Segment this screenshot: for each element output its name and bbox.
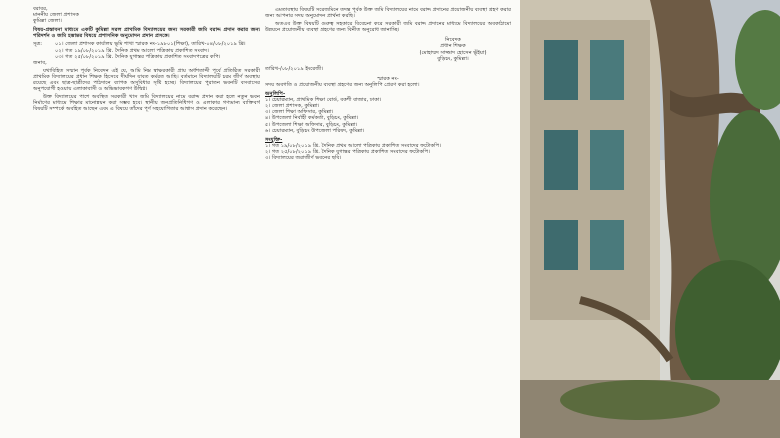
photo-illustration [520,0,780,438]
body-paragraph: যথাবিহিত সম্মান পূর্বক নিবেদন এই যে, আমি নিম্ন স্বাক্ষরকারী প্রায় অর্ধশতাব্দী পূর্বে প্রতিষ্ঠিত সরকারী প্রাথমিক বিদ্যালয়ের প্রধান শিক্ষক হিসেবে দীর্ঘদিন যাবত কর্মরত আছি। বর্তমানে বিদ্যালয়টি চরম জীর্ণ অবস্থায় রয়েছে এবং ছাত্র-ছাত্রীদের পাঠদানে ব্যাপক অসুবিধার সৃষ্টি হচ্ছে। বিদ্যালয়ের পুরাতন ভবনটি বসবাসের অনুপযোগী হওয়ায় এলাকাবাসী ও অভিভাবকগণ উদ্বিগ্ন। [33,67,260,93]
copy-item: ১। চেয়ারম্যান, প্রাথমিক শিক্ষা বোর্ড, বকশী বাজার, ঢাকা। [265,97,382,104]
signature-line: বুড়িচং, কুমিল্লা। [437,55,469,62]
signature-line: নিবেদক [445,37,461,44]
date-label [265,66,323,72]
copy-item: ২। জেলা প্রশাসক, কুমিল্লা। [265,103,320,110]
reference-label: সূত্র: [33,41,42,48]
attachments-list [265,143,511,161]
copies-list [265,97,511,134]
attachments-title: সংযুক্তি- [265,136,283,143]
reference-list [55,41,260,59]
subject-line: বিষয়-প্রস্তাবনা মাধ্যমে একটি কুমিল্লা সরল প্রাথমিক বিদ্যালয়ের জন্য সরকারী জমি বরাদ্দ প্রদান করার জন্য পরিদর্শন ও জমি হস্তান্তর বিষয়ে প্রশাসনিক অনুমোদন প্রদান প্রসঙ্গে। [33,27,260,40]
attachment-item: ১। গত ১৯/০৮/২০১৯ খ্রি. দৈনিক প্রথম আলো পত্রিকায় প্রকাশিত সংবাদের ফটোকপি। [265,142,441,149]
document-left-column [33,6,260,436]
memo-intro: সদয় অবগতি ও প্রয়োজনীয় ব্যবস্থা গ্রহণের জন্য অনুলিপি প্রেরণ করা হলো। [265,81,420,88]
reference-item: ০২। গত ১৯/০৮/২০১৯ খ্রি. দৈনিক প্রথম আলো পত্রিকায় প্রকাশিত সংবাদ। [55,47,209,54]
body-paragraph: এমতাবস্থায় বিষয়টি সরেজমিনে তদন্ত পূর্বক উক্ত জমি বিদ্যালয়ের নামে বরাদ্দ প্রদানের প্রয়োজনীয় ব্যবস্থা গ্রহণ করার জন্য আপনার সদয় অনুমোদন প্রার্থনা করছি। [265,7,511,20]
reference-item: ০৩। গত ২৫/০৮/২০১৯ খ্রি. দৈনিক যুগান্তর পত্রিকায় প্রকাশিত সংবাদপত্রের কপি। [55,53,221,60]
body-paragraph: অতএব উক্ত বিষয়টি গুরুত্ব সহকারে বিবেচনা করে সরকারী জমি বরাদ্দ প্রদানের মাধ্যমে বিদ্যালয়ের অবকাঠামো উন্নয়নে প্রয়োজনীয় ব্যবস্থা গ্রহণের জন্য বিনীত অনুরোধ জানাচ্ছি। [265,21,511,34]
recipient-block [33,6,260,24]
recipient-line: বরাবর, [33,6,48,12]
copy-item: ৫। উপজেলা শিক্ষা অফিসার, বুড়িচং, কুমিল্লা। [265,121,358,128]
memo-title: স্মারক নং- [377,75,399,82]
reference-item: ০১। জেলা প্রশাসক কার্যালয় ভূমি শাখা স্মারক নং-১৯৮০১(শিক্ষা), তারিখ-০৪/০৮/২০১৯ খ্রি। [55,41,246,48]
signature-line: (মোহাম্মদ সাজ্জাদ হোসেন ভূঁইয়া) [419,49,487,56]
building-photo [520,0,780,438]
date-label-text: তারিখ- [265,65,281,72]
salutation: জনাব, [33,59,47,66]
recipient-line: কুমিল্লা জেলা। [33,18,62,25]
attachment-item: ৩। বিদ্যালয়ের জরাজীর্ণ ভবনের ছবি। [265,154,342,161]
attachment-item: ২। গত ২৫/০৮/২০১৯ খ্রি. দৈনিক যুগান্তর পত্রিকায় প্রকাশিত সংবাদের ফটোকপি। [265,148,431,155]
copy-item: ৩। জেলা শিক্ষা অফিসার, কুমিল্লা। [265,109,334,116]
date-value: /০৮/২০১৯ ইংরেজী। [280,65,324,72]
reference-block [33,41,260,59]
document-right-column [265,6,511,436]
copy-item: ৬। চেয়ারম্যান, বুড়িচং উপজেলা পরিষদ, কুমিল্লা। [265,127,365,134]
body-paragraph: উক্ত বিদ্যালয়ের পাশে অবস্থিত সরকারী খাস জমি বিদ্যালয়ের নামে বরাদ্দ প্রদান করা হলে নতুন ভবন নির্মাণের মাধ্যমে শিক্ষার মানোন্নয়ন করা সম্ভব হবে। স্থানীয় জনপ্রতিনিধিগণ ও এলাকার গণ্যমান্য ব্যক্তিবর্গ বিষয়টি সম্পর্কে অবহিত আছেন এবং এ বিষয়ে তাঁদের পূর্ণ সহযোগিতার আশ্বাস প্রদান করেছেন। [33,94,260,113]
recipient-line: মাননীয় জেলা প্রশাসক [33,12,80,19]
copy-item: ৪। উপজেলা নির্বাহী কর্মকর্তা, বুড়িচং, কুমিল্লা। [265,115,359,122]
copies-title: অনুলিপি- [265,91,286,98]
signature-line: প্রধান শিক্ষক [440,43,466,50]
signature-block [395,37,511,61]
date-row [265,66,511,72]
